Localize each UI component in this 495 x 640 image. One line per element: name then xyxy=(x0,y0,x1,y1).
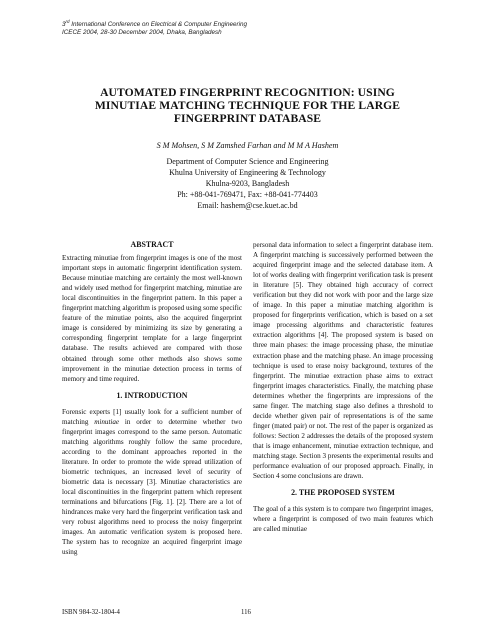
intro-emphasis-minutiae: minutiae xyxy=(94,417,120,426)
conference-line-2: ICECE 2004, 28-30 December 2004, Dhaka, Bangladesh xyxy=(62,29,222,37)
right-column xyxy=(253,240,433,534)
left-column xyxy=(62,240,242,557)
intro-text-b: in order to determine whether two fingerprint images correspond to the same person. Automatic matching algorithms roughly follow the same procedure, according to the dominant approaches reported in the literature. In order to promote the wide spread utilization of biometric techniques, an increased level of security of biometric data is necessary [3]. Minutiae characteristics are local discontinuities in the fingerprint pattern which represent terminations and bifurcations [Fig. 1]. [2]. There are a lot of hindrances make very hard the fingerprint verification task and very robust algorithms need to process the noisy fingerprint images. An automatic verification system is proposed here. The system has to recognize an acquired fingerprint image using xyxy=(62,417,242,557)
introduction-paragraph xyxy=(62,407,242,558)
abstract-heading: ABSTRACT xyxy=(130,240,174,249)
conference-header xyxy=(62,18,247,37)
affiliation-dept: Department of Computer Science and Engineering xyxy=(166,157,329,166)
authors: S M Mohsen, S M Zamshed Farhan and M M A Hashem xyxy=(156,141,339,150)
conference-line-1 xyxy=(62,18,247,29)
conference-ordinal-suffix: rd xyxy=(65,19,70,24)
title-line-1: AUTOMATED FINGERPRINT RECOGNITION: USING xyxy=(100,86,395,99)
conference-name: International Conference on Electrical & Computer Engineering xyxy=(69,21,247,29)
right-column-paragraph-2: The goal of a this system is to compare two fingerprint images, where a fingerprint is composed of two main features which are called minutiae xyxy=(253,505,433,534)
conference-ordinal: 3 xyxy=(62,21,66,29)
affiliation-email: Email: hashem@cse.kuet.ac.bd xyxy=(197,201,298,210)
page-number: 116 xyxy=(241,609,251,616)
affiliation-city: Khulna-9203, Bangladesh xyxy=(205,179,290,188)
affiliation-university: Khulna University of Engineering & Technology xyxy=(169,168,326,177)
affiliation xyxy=(0,156,495,211)
abstract-text: Extracting minutiae from fingerprint images is one of the most important steps in automatic fingerprint identification system. Because minutiae matching are certainly the most well-known and widely used method for fingerprint matching, minutiae are local discontinuities in the fingerprint pattern. In this paper a fingerprint matching algorithm is proposed using some specific feature of the minutiae points, also the acquired fingerprint image is considered by minimizing its size by generating a corresponding fingerprint template for a large fingerprint database. The results achieved are compared with those obtained through some other methods also shows some improvement in the minutiae detection process in terms of memory and time required. xyxy=(62,254,242,383)
proposed-system-heading: 2. THE PROPOSED SYSTEM xyxy=(291,488,395,498)
affiliation-phone: Ph: +88-041-769471, Fax: +88-041-774403 xyxy=(177,190,318,199)
isbn: ISBN 984-32-1804-4 xyxy=(62,609,120,616)
right-column-paragraph-1: personal data information to select a fingerprint database item. A fingerprint matching is successively performed between the acquired fingerprint image and the selected database item. A lot of works dealing with fingerprint verification task is present in literature [5]. They obtained high accuracy of correct verification but they did not work with poor and the large size of image. In this paper a minutiae matching algorithm is proposed for fingerprints verification, which is based on a set image processing algorithms and characteristic features extraction algorithms [4]. The proposed system is based on three main phases: the image processing phase, the minutiae extraction phase and the matching phase. An image processing technique is used to erase noisy background, textures of the fingerprint. The minutiae extraction phase aims to extract fingerprint images characteristics. Finally, the matching phase determines whether the fingerprints are impressions of the same finger. The matching stage also defines a threshold to decide whether given pair of representations is of the same finger (mated pair) or not. The rest of the paper is organized as follows: Section 2 addresses the details of the proposed system that is image enhancement, minutiae extraction technique, and matching stage. Section 3 presents the experimental results and performance evaluation of our proposed approach. Finally, in Section 4 some conclusions are drawn. xyxy=(253,241,433,481)
title-line-3: FINGERPRINT DATABASE xyxy=(173,112,322,125)
title-line-2: MINUTIAE MATCHING TECHNIQUE FOR THE LARGE xyxy=(94,99,401,112)
intro-text-a: Forensic experts [1] usually look for a sufficient number of matching xyxy=(62,407,242,426)
paper-title xyxy=(40,86,455,125)
introduction-heading: 1. INTRODUCTION xyxy=(116,390,188,400)
